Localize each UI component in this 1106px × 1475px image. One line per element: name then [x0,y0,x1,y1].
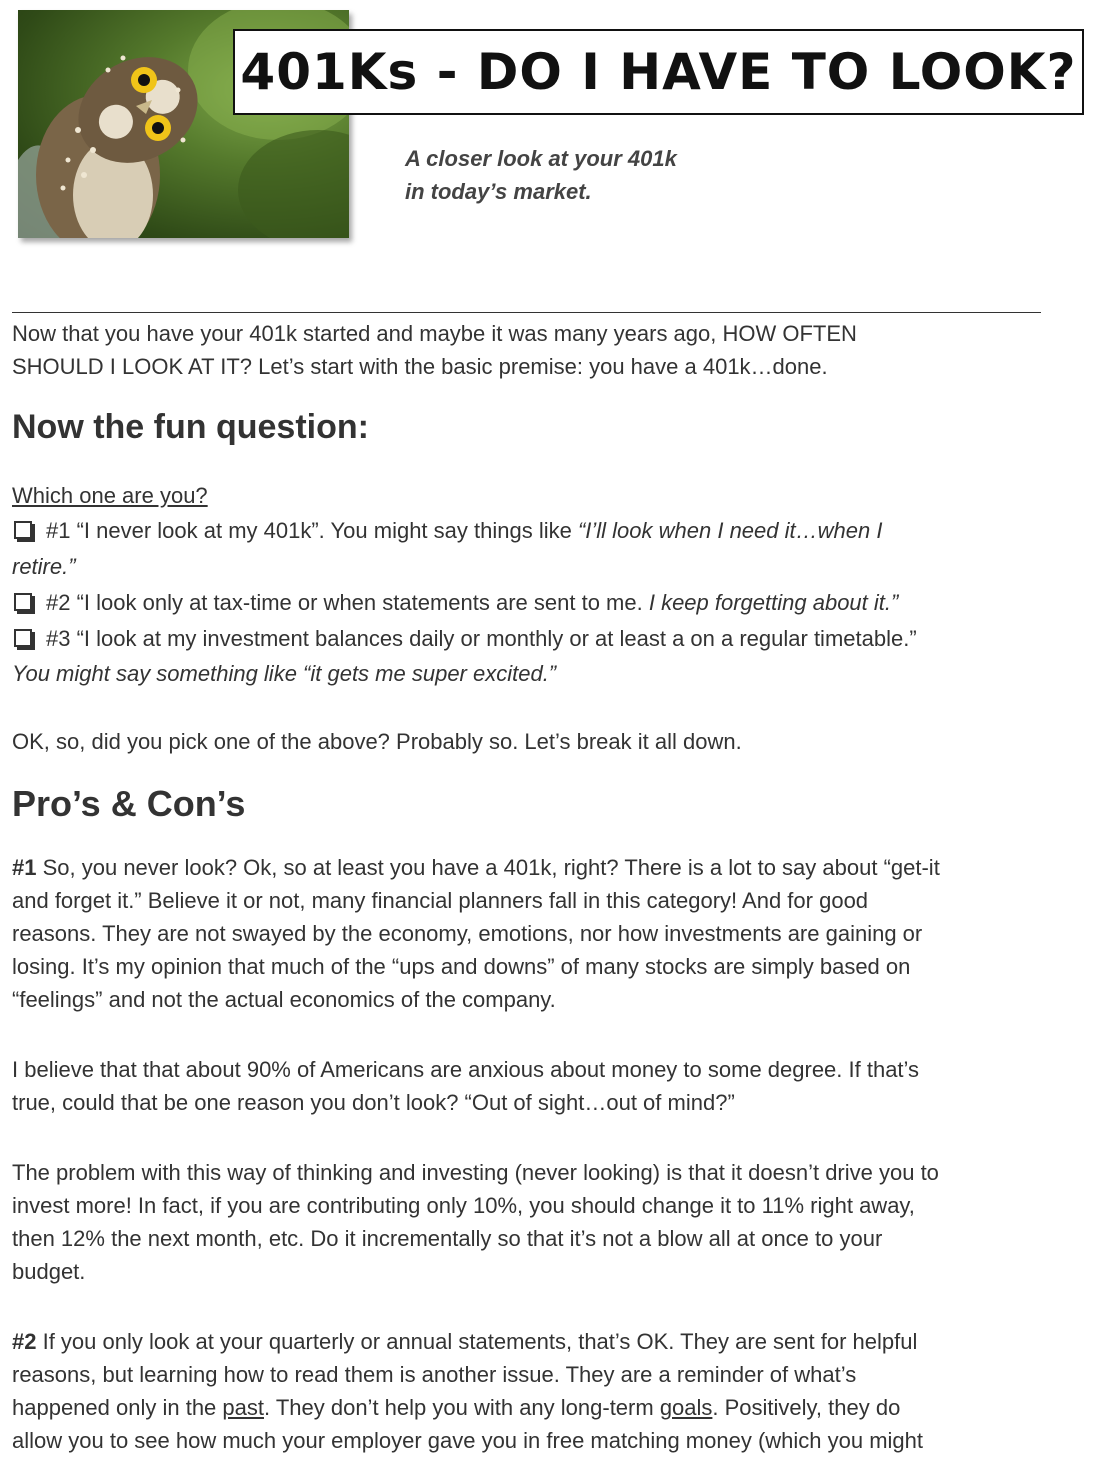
section-1-line-1: #1 So, you never look? Ok, so at least you have a 401k, right? There is a lot to say about “get-it [12,855,940,880]
section-2-line-3: happened only in the past. They don’t help you with any long-term goals. Positively, they do [12,1395,901,1420]
pros-cons-heading: Pro’s & Con’s [12,783,246,824]
section-1-line-4: losing. It’s my opinion that much of the “ups and downs” of many stocks are simply based on [12,954,911,979]
quiz-option-2: #2 “I look only at tax-time or when statements are sent to me. I keep forgetting about it.” [12,585,1082,621]
section-2-line-4: allow you to see how much your employer gave you in free matching money (which you might [12,1428,924,1453]
paragraph-3 [12,1156,1082,1288]
paragraph-2-line-1: I believe that that about 90% of Americans are anxious about money to some degree. If that’s [12,1057,920,1082]
quiz-option-1-cont: retire.” [12,554,76,579]
section-1 [12,851,1082,1016]
section-1-line-5: “feelings” and not the actual economics of the company. [12,987,556,1012]
subtitle-line-1: A closer look at your 401k [405,146,677,171]
checkbox-2[interactable] [14,593,32,611]
paragraph-2 [12,1053,1082,1119]
checkbox-1[interactable] [14,521,32,539]
page-title: 401Ks - DO I HAVE TO LOOK? [240,43,1077,101]
question-heading: Now the fun question: [12,408,369,446]
title-box [233,29,1084,115]
section-1-line-2: and forget it.” Believe it or not, many financial planners fall in this category! And for good [12,888,869,913]
paragraph-2-line-2: true, could that be one reason you don’t look? “Out of sight…out of mind?” [12,1090,735,1115]
paragraph-3-line-3: then 12% the next month, etc. Do it incrementally so that it’s not a blow all at once to your [12,1226,883,1251]
section-2-line-1: #2 If you only look at your quarterly or annual statements, that’s OK. They are sent for helpful [12,1329,918,1354]
section-2 [12,1325,1082,1457]
intro-line-2: SHOULD I LOOK AT IT? Let’s start with the basic premise: you have a 401k…done. [12,354,828,379]
section-1-line-3: reasons. They are not swayed by the economy, emotions, nor how investments are gaining or [12,921,923,946]
summary-line: OK, so, did you pick one of the above? Probably so. Let’s break it all down. [12,729,742,754]
section-2-line-2: reasons, but learning how to read them is another issue. They are a reminder of what’s [12,1362,857,1387]
quiz-option-3: #3 “I look at my investment balances daily or monthly or at least a on a regular timetable.” [12,621,1082,657]
quiz-option-1: #1 “I never look at my 401k”. You might say things like “I’ll look when I need it…when I [12,513,1082,549]
article-body [12,317,1082,1457]
paragraph-3-line-2: invest more! In fact, if you are contributing only 10%, you should change it to 11% right away, [12,1193,915,1218]
quiz-prompt: Which one are you? [12,483,208,508]
checkbox-3[interactable] [14,629,32,647]
subtitle-line-2: in today’s market. [405,179,592,204]
paragraph-3-line-4: budget. [12,1259,86,1284]
paragraph-3-line-1: The problem with this way of thinking and investing (never looking) is that it doesn’t drive you to [12,1160,939,1185]
subtitle [405,142,677,208]
quiz-option-3-cont: You might say something like “it gets me super excited.” [12,661,557,686]
intro-line-1: Now that you have your 401k started and maybe it was many years ago, HOW OFTEN [12,321,857,346]
divider [12,312,1041,313]
